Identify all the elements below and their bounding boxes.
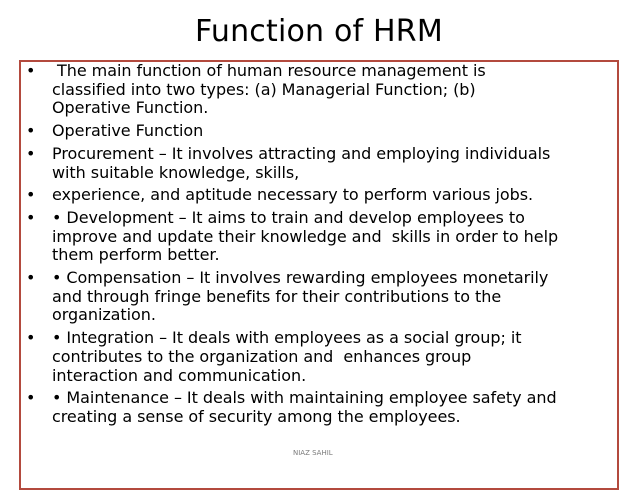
bullet-marker: • [26,143,36,163]
bullet-line: • Compensation – It involves rewarding employees monetarily [52,268,549,288]
bullet-line: The main function of human resource management is [52,61,486,80]
bullet-line: • Maintenance – It deals with maintaining employee safety and [52,388,557,408]
bullet-line: creating a sense of security among the employees. [52,406,461,426]
bullet-item-5 [26,209,626,265]
slide-title: Function of HRM [195,14,443,49]
bullet-line: classified into two types: (a) Managerial Function; (b) [52,79,476,99]
bullet-marker: • [26,121,36,141]
bullet-line: interaction and communication. [52,365,307,385]
bullet-line: • Integration – It deals with employees as a social group; it [52,328,522,348]
bullet-item-2 [26,122,626,141]
bullet-line: Operative Function. [52,98,209,118]
bullet-line: and through fringe benefits for their contributions to the [52,286,502,306]
bullet-marker: • [26,328,36,348]
bullet-line: Procurement – It involves attracting and employing individuals [52,143,551,163]
bullet-line: experience, and aptitude necessary to perform various jobs. [52,185,534,205]
bullet-line: with suitable knowledge, skills, [52,162,300,182]
bullet-item-6 [26,269,626,325]
bullet-marker: • [26,185,36,205]
bullet-line: • Development – It aims to train and develop employees to [52,207,525,227]
bullet-marker: • [26,388,36,408]
bullet-item-3 [26,145,626,182]
bullet-line: contributes to the organization and enhances group [52,346,472,366]
bullet-line: them perform better. [52,245,220,265]
bullet-item-1 [26,62,626,118]
bullet-line: organization. [52,305,156,325]
bullet-item-8 [26,389,626,426]
bullet-list [26,62,626,431]
bullet-item-7 [26,329,626,385]
bullet-line: Operative Function [52,121,204,141]
bullet-marker: • [26,61,36,80]
footer-author: NIAZ SAHIL [293,449,333,457]
bullet-line: improve and update their knowledge and skills in order to help [52,226,559,246]
bullet-marker: • [26,207,36,227]
bullet-marker: • [26,268,36,288]
bullet-item-4 [26,186,626,205]
